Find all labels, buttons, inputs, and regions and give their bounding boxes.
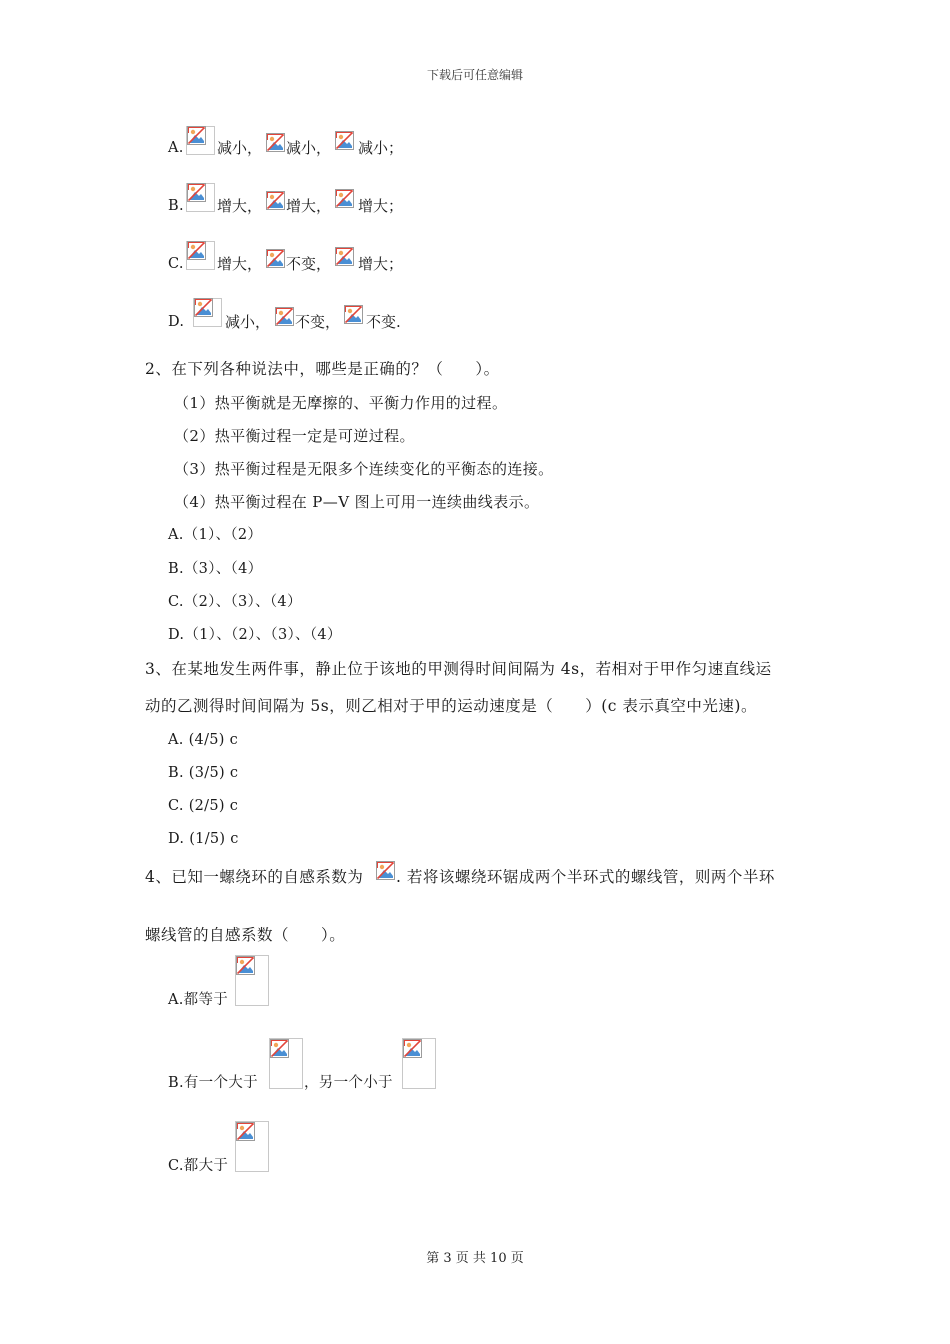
q2-option-d: D.（1）、（2）、（3）、（4） [168, 627, 342, 643]
q2-stem: 2、在下列各种说法中，哪些是正确的？（ ）。 [145, 360, 500, 378]
broken-image-icon [275, 307, 294, 326]
broken-image-icon [376, 861, 395, 880]
q1-a-text-1: 减小， [217, 139, 263, 157]
option-label: B. [168, 198, 184, 214]
q1-d-text-1: 减小， [225, 313, 271, 331]
q2-option-c: C.（2）、（3）、（4） [168, 594, 302, 610]
q1-b-text-1: 增大， [217, 197, 263, 215]
broken-image-icon [194, 298, 213, 317]
broken-image-icon [266, 191, 285, 210]
q4-stem-line-2: 螺线管的自感系数（ ）。 [145, 926, 346, 944]
broken-image-icon [335, 247, 354, 266]
q2-option-b: B.（3）、（4） [168, 561, 263, 577]
q1-option-b [168, 196, 184, 216]
broken-image-icon [236, 1122, 255, 1141]
q4-option-c: C.都大于 [168, 1158, 229, 1174]
q2-statement-4: （4）热平衡过程在 P—V 图上可用一连续曲线表示。 [174, 493, 540, 511]
q1-option-d [168, 312, 184, 332]
q1-option-a [168, 138, 184, 158]
q4-stem-line-1-start: 4、已知一螺绕环的自感系数为 [145, 868, 364, 886]
q1-d-text-3: 不变. [366, 313, 401, 331]
q3-stem-line-1: 3、在某地发生两件事，静止位于该地的甲测得时间间隔为 4s，若相对于甲作匀速直线运 [145, 660, 772, 678]
q1-c-text-3: 增大； [358, 255, 404, 273]
q3-stem-line-2: 动的乙测得时间间隔为 5s，则乙相对于甲的运动速度是（ ）(c 表示真空中光速)。 [145, 697, 757, 715]
option-label: D. [168, 314, 185, 330]
q4-stem-line-1-end: . 若将该螺绕环锯成两个半环式的螺线管，则两个半环 [396, 868, 775, 886]
broken-image-icon [266, 133, 285, 152]
broken-image-icon [403, 1039, 422, 1058]
q2-statement-3: （3）热平衡过程是无限多个连续变化的平衡态的连接。 [174, 460, 554, 478]
broken-image-icon [266, 249, 285, 268]
q1-c-text-1: 增大， [217, 255, 263, 273]
broken-image-icon [187, 241, 206, 260]
broken-image-icon [236, 956, 255, 975]
q4-option-a: A.都等于 [168, 992, 229, 1008]
page-header: 下载后可任意编辑 [426, 68, 523, 82]
q3-option-d: D. (1/5) c [168, 831, 239, 847]
q3-option-c: C. (2/5) c [168, 798, 239, 814]
q1-c-text-2: 不变， [286, 255, 332, 273]
q3-option-b: B. (3/5) c [168, 765, 239, 781]
q1-b-text-3: 增大； [358, 197, 404, 215]
broken-image-icon [187, 126, 206, 145]
q4-option-b-end: ，另一个小于 [304, 1075, 393, 1091]
broken-image-icon [270, 1039, 289, 1058]
option-label: A. [168, 140, 184, 156]
q1-option-c [168, 254, 184, 274]
page-footer: 第 3 页 共 10 页 [426, 1251, 524, 1266]
q2-statement-1: （1）热平衡就是无摩擦的、平衡力作用的过程。 [174, 394, 508, 412]
q4-option-b-start: B.有一个大于 [168, 1075, 258, 1091]
broken-image-icon [335, 131, 354, 150]
broken-image-icon [344, 305, 363, 324]
q2-statement-2: （2）热平衡过程一定是可逆过程。 [174, 427, 415, 445]
q2-option-a: A.（1）、（2） [168, 527, 263, 543]
option-label: C. [168, 256, 184, 272]
q1-a-text-3: 减小； [358, 139, 404, 157]
broken-image-icon [187, 183, 206, 202]
q1-d-text-2: 不变， [295, 313, 341, 331]
q1-b-text-2: 增大， [286, 197, 332, 215]
q3-option-a: A. (4/5) c [168, 732, 239, 748]
broken-image-icon [335, 189, 354, 208]
q1-a-text-2: 减小， [286, 139, 332, 157]
